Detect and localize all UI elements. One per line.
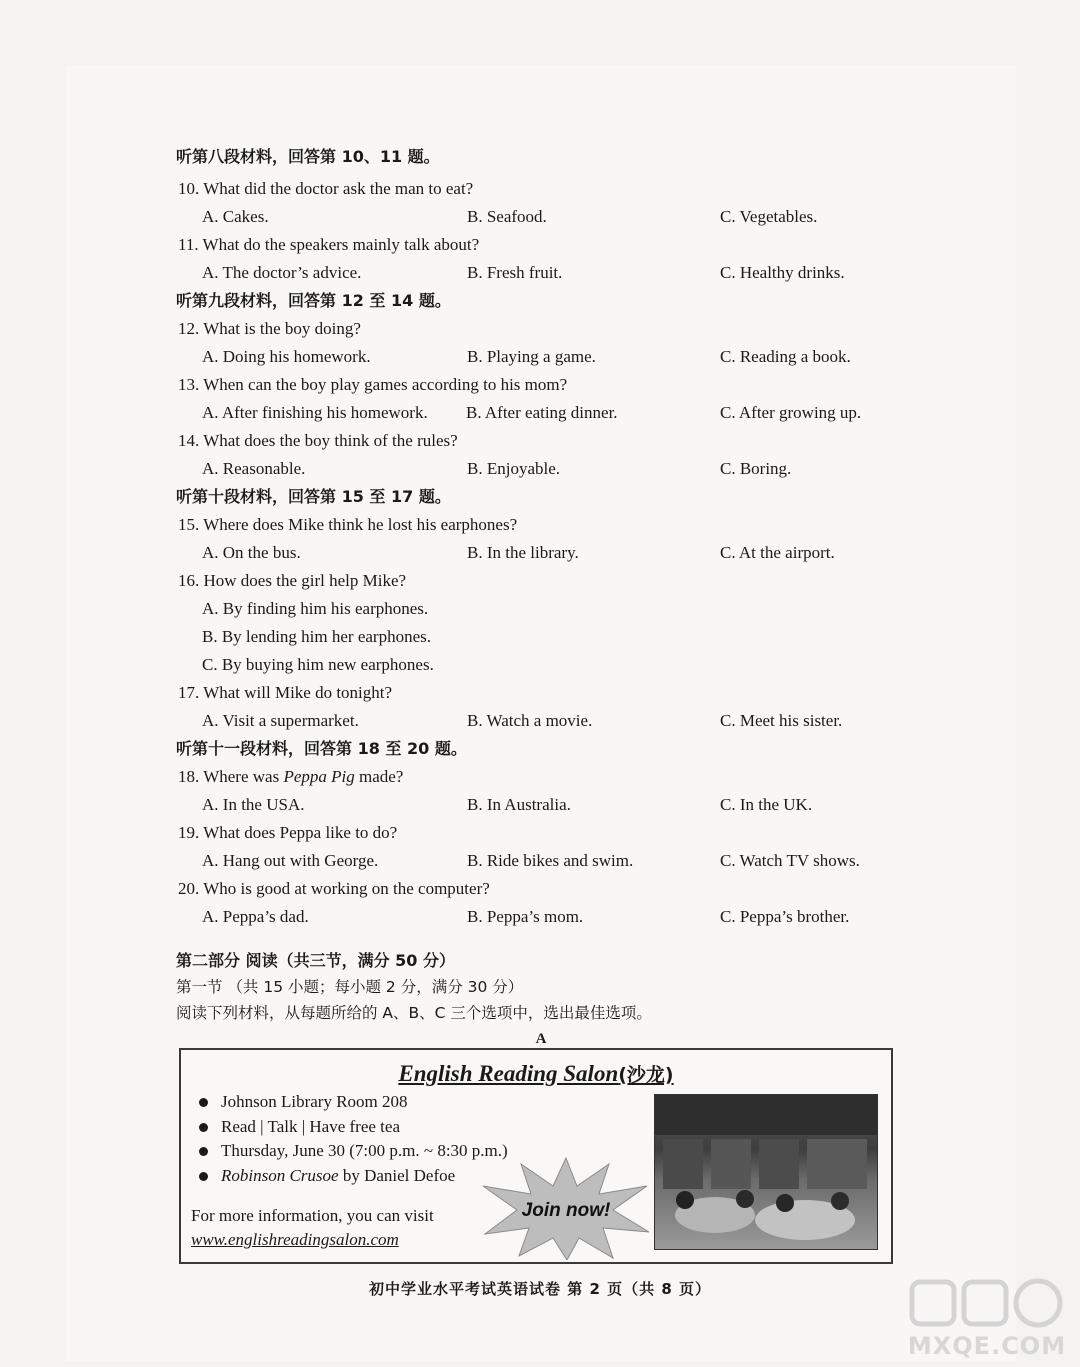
question-10: 10. What did the doctor ask the man to eat? (178, 179, 474, 198)
question-13: 13. When can the boy play games according to his mom? (178, 375, 568, 394)
option-b: B. Seafood. (467, 207, 547, 226)
option-c: C. At the airport. (720, 543, 835, 562)
question-20: 20. Who is good at working on the computer? (178, 879, 490, 898)
watermark-text: MXQE.COM (907, 1332, 1067, 1360)
ad-title-text: English Reading Salon (398, 1061, 619, 1086)
option-a: A. Doing his homework. (202, 347, 371, 366)
option-c: C. Reading a book. (720, 347, 851, 366)
option-b: B. Ride bikes and swim. (467, 851, 634, 870)
option-a: A. After finishing his homework. (202, 403, 428, 422)
question-17: 17. What will Mike do tonight? (178, 683, 393, 702)
option-b: B. By lending him her earphones. (202, 627, 431, 646)
option-a: A. Hang out with George. (202, 851, 379, 870)
question-11: 11. What do the speakers mainly talk about? (178, 235, 480, 254)
option-c: C. Peppa’s brother. (720, 907, 850, 926)
option-c: C. By buying him new earphones. (202, 655, 434, 674)
option-a: A. The doctor’s advice. (202, 263, 362, 282)
section-heading-11: 听第十一段材料，回答第 18 至 20 题。 (176, 739, 467, 758)
question-12: 12. What is the boy doing? (178, 319, 361, 338)
question-16: 16. How does the girl help Mike? (178, 571, 407, 590)
section-heading-10: 听第十段材料，回答第 15 至 17 题。 (176, 487, 451, 506)
option-a: A. Reasonable. (202, 459, 306, 478)
option-b: B. Enjoyable. (467, 459, 561, 478)
join-now-starburst (481, 1156, 651, 1260)
option-b: B. Playing a game. (467, 347, 596, 366)
part2-subtitle: 第一节 （共 15 小题；每小题 2 分，满分 30 分） (176, 978, 524, 996)
option-c: C. Healthy drinks. (720, 263, 845, 282)
ad-bullet-book (195, 1164, 508, 1189)
option-c: C. After growing up. (720, 403, 862, 422)
info-text: For more information, you can visit (191, 1206, 434, 1225)
section-heading-8: 听第八段材料，回答第 10、11 题。 (176, 147, 440, 166)
option-c: C. Meet his sister. (720, 711, 843, 730)
option-c: C. Watch TV shows. (720, 851, 860, 870)
reading-salon-ad (179, 1048, 893, 1264)
watermark-logo (902, 1276, 1072, 1362)
ad-info (191, 1204, 434, 1252)
ad-bullets (195, 1090, 508, 1188)
show-title: Peppa Pig (283, 767, 355, 786)
option-b: B. Peppa’s mom. (467, 907, 584, 926)
ad-title (181, 1060, 891, 1087)
section-heading-9: 听第九段材料，回答第 12 至 14 题。 (176, 291, 451, 310)
option-a: A. Peppa’s dad. (202, 907, 309, 926)
ad-bullet-activities: Read | Talk | Have free tea (195, 1115, 508, 1140)
book-author: by Daniel Defoe (338, 1165, 456, 1185)
option-b: B. After eating dinner. (466, 403, 618, 422)
passage-label: A (535, 1031, 547, 1047)
option-b: B. Fresh fruit. (467, 263, 563, 282)
option-c: C. In the UK. (720, 795, 813, 814)
option-a: A. On the bus. (202, 543, 301, 562)
page-footer: 初中学业水平考试英语试卷 第 2 页（共 8 页） (369, 1280, 711, 1298)
part2-instructions: 阅读下列材料，从每题所给的 A、B、C 三个选项中，选出最佳选项。 (176, 1004, 652, 1022)
question-15: 15. Where does Mike think he lost his earphones? (178, 515, 518, 534)
question-14: 14. What does the boy think of the rules? (178, 431, 458, 450)
question-18 (178, 766, 403, 788)
question-text: made? (354, 767, 404, 786)
question-text: 18. Where was (178, 767, 284, 786)
ad-bullet-time: Thursday, June 30 (7:00 p.m. ~ 8:30 p.m.) (195, 1139, 508, 1164)
library-photo (654, 1094, 878, 1250)
book-title: Robinson Crusoe (221, 1165, 339, 1185)
ad-title-cn: (沙龙) (618, 1064, 674, 1086)
option-b: B. Watch a movie. (467, 711, 593, 730)
option-a: A. By finding him his earphones. (202, 599, 429, 618)
option-a: A. Cakes. (202, 207, 269, 226)
option-c: C. Boring. (720, 459, 792, 478)
option-b: B. In Australia. (467, 795, 571, 814)
ad-bullet-location: Johnson Library Room 208 (195, 1090, 508, 1115)
option-a: A. Visit a supermarket. (202, 711, 359, 730)
question-19: 19. What does Peppa like to do? (178, 823, 398, 842)
website-link[interactable]: www.englishreadingsalon.com (191, 1230, 399, 1249)
join-now-text: Join now! (521, 1200, 611, 1221)
option-a: A. In the USA. (202, 795, 305, 814)
part2-title: 第二部分 阅读（共三节，满分 50 分） (176, 951, 455, 970)
option-c: C. Vegetables. (720, 207, 818, 226)
option-b: B. In the library. (467, 543, 579, 562)
